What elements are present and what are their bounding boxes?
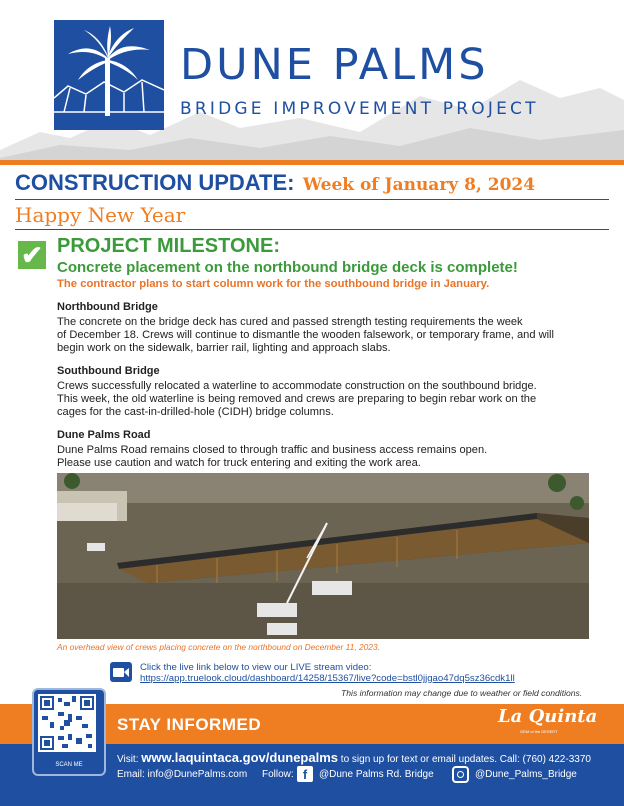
visit-line xyxy=(117,751,591,765)
palm-bridge-icon xyxy=(54,20,164,130)
construction-photo xyxy=(57,473,589,639)
body-line: Dune Palms Road remains closed to through traffic and business access remains open. xyxy=(57,444,488,456)
qr-code-icon[interactable] xyxy=(38,694,96,752)
facebook-handle[interactable]: @Dune Palms Rd. Bridge xyxy=(319,769,434,780)
section-title-northbound: Northbound Bridge xyxy=(57,301,158,313)
divider xyxy=(15,199,609,200)
instagram-icon[interactable] xyxy=(452,766,469,783)
body-line: The concrete on the bridge deck has cured and passed strength testing requirements the week xyxy=(57,316,523,328)
section-title-dune-palms-road: Dune Palms Road xyxy=(57,429,151,441)
live-stream-link[interactable]: https://app.truelook.cloud/dashboard/14258/15367/live?code=bstl0jjgao47dq5sz36cdk1ll xyxy=(140,673,515,684)
checkmark-icon: ✔ xyxy=(18,241,46,269)
greeting: Happy New Year xyxy=(15,203,186,227)
milestone-subtitle: Concrete placement on the northbound bridge deck is complete! xyxy=(57,259,518,276)
body-line: cages for the cast-in-drilled-hole (CIDH) bridge columns. xyxy=(57,406,334,418)
divider xyxy=(15,229,609,230)
section-body-southbound xyxy=(57,380,617,419)
scan-me-label: SCAN ME xyxy=(55,762,83,768)
section-body-dune-palms-road xyxy=(57,444,617,470)
body-line: begin work on the sidewalk, barrier rail, lighting and approach slabs. xyxy=(57,342,391,354)
body-line: Crews successfully relocated a waterline to accommodate construction on the southbound bridge. xyxy=(57,380,537,392)
la-quinta-logo: La Quinta xyxy=(498,706,598,727)
body-line: of December 18. Crews will continue to dismantle the wooden falsework, or temporary frame, and will xyxy=(57,329,554,341)
project-logo xyxy=(54,20,164,130)
body-line: This week, the old waterline is being removed and crews are preparing to begin rebar work on the xyxy=(57,393,537,405)
update-heading xyxy=(15,172,535,194)
section-title-southbound: Southbound Bridge xyxy=(57,365,160,377)
follow-label: Follow: xyxy=(261,769,294,780)
disclaimer: This information may change due to weather or field conditions. xyxy=(341,688,583,698)
visit-prefix: Visit: xyxy=(117,754,139,765)
project-title: DUNE PALMS xyxy=(180,40,489,90)
project-subtitle: BRIDGE IMPROVEMENT PROJECT xyxy=(180,99,539,119)
email-line xyxy=(117,770,294,780)
photo-caption: An overhead view of crews placing concrete on the northbound on December 11, 2023. xyxy=(57,642,380,652)
email-link[interactable]: Email: info@DunePalms.com xyxy=(117,769,248,780)
la-quinta-tagline: GEM of the DESERT xyxy=(520,729,558,734)
update-week: Week of January 8, 2024 xyxy=(302,175,536,195)
website-link[interactable]: www.laquintaca.gov/dunepalms xyxy=(141,750,339,765)
live-stream-text: Click the live link below to view our LIVE stream video: xyxy=(140,662,372,673)
milestone-note: The contractor plans to start column work for the southbound bridge in January. xyxy=(57,278,490,290)
body-line: Please use caution and watch for truck entering and exiting the work area. xyxy=(57,457,421,469)
stay-informed-heading: STAY INFORMED xyxy=(117,715,262,734)
milestone-title: PROJECT MILESTONE: xyxy=(57,235,280,257)
visit-suffix: to sign up for text or email updates. Call: (760) 422-3370 xyxy=(340,754,591,765)
instagram-handle[interactable]: @Dune_Palms_Bridge xyxy=(475,769,577,780)
update-label: CONSTRUCTION UPDATE: xyxy=(15,170,295,195)
video-camera-icon[interactable] xyxy=(110,662,132,682)
divider xyxy=(0,160,624,165)
section-body-northbound xyxy=(57,316,617,355)
facebook-icon[interactable]: f xyxy=(297,766,313,782)
